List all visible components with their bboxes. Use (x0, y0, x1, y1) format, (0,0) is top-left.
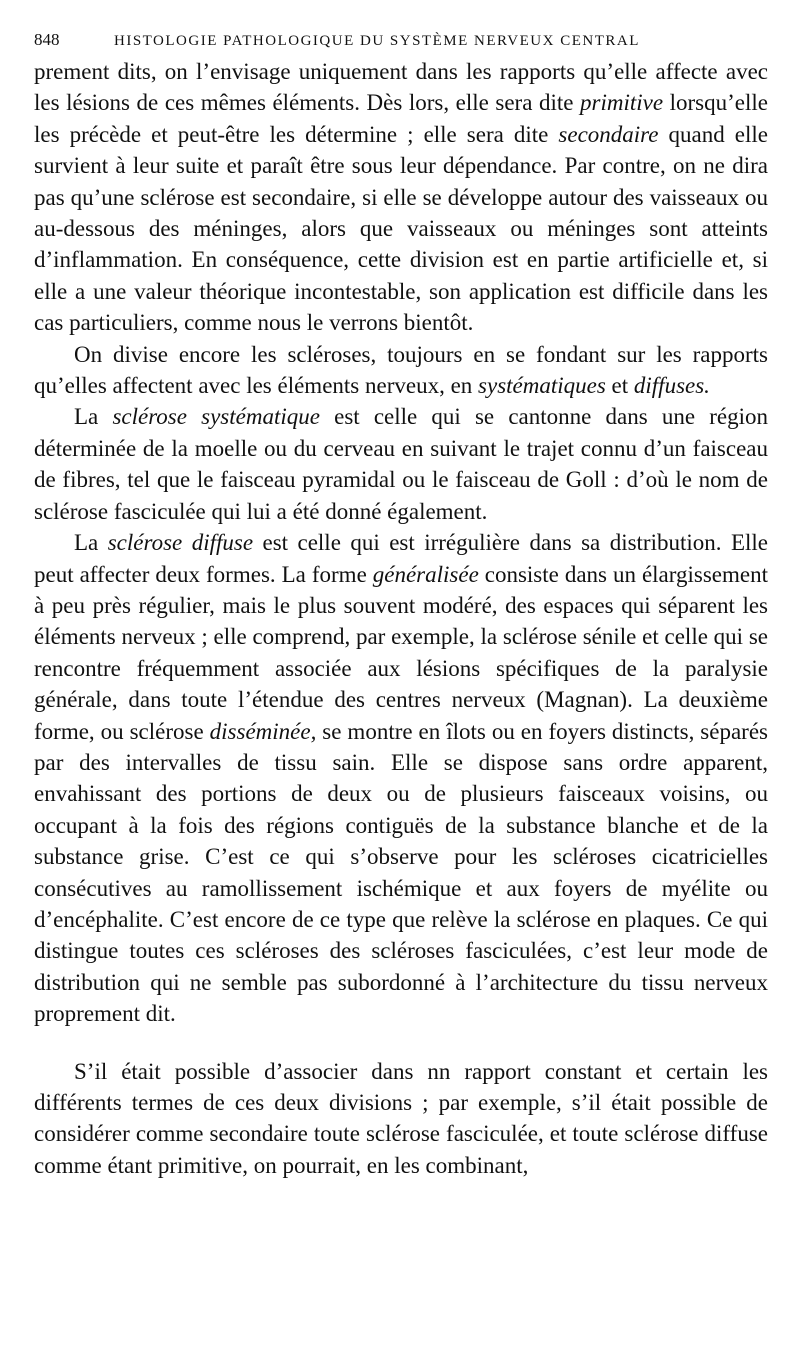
page-number: 848 (34, 30, 60, 49)
text-run: lorsqu’elle les précède et peut-être les détermine ; elle sera dite (34, 90, 768, 147)
body-text (34, 56, 768, 1181)
italic-term: systématiques (478, 373, 606, 399)
text-run: se montre en îlots ou en foyers distincts, séparés par des intervalles de tissu sain. Elle se dispose sans ordre apparent, envahissant des portions de deux ou de plusieurs faisceaux voisins, ou occupant à la fois des régions contiguës de la substance blanche et de la substance grise. C’est ce qui s’observe pour les scléroses cicatricielles consécutives au ramollissement ischémique et aux foyers de myélite ou d’encéphalite. C’est encore de ce type que relève la sclérose en plaques. Ce qui distingue toutes ces scléroses des scléroses fasciculées, c’est leur mode de distribution qui ne semble pas subordonné à l’architecture du tissu nerveux proprement dit. (34, 718, 768, 1027)
text-run: La (74, 530, 108, 556)
paragraph (34, 339, 768, 402)
paragraph (34, 1056, 768, 1182)
italic-term: diffuses. (633, 373, 710, 399)
running-title: HISTOLOGIE PATHOLOGIQUE DU SYSTÈME NERVEUX CENTRAL (114, 33, 640, 49)
paragraph (34, 527, 768, 1030)
text-run: consiste dans un élargissement à peu près régulier, mais le plus souvent modéré, des espaces qui séparent les éléments nerveux ; elle comprend, par exemple, la sclérose sénile et celle qui se rencontre fréquemment associée aux lésions spécifiques de la paralysie générale, dans toute l’étendue des centres nerveux (Magnan). La deuxième forme, ou sclérose (34, 561, 768, 744)
running-head (34, 30, 768, 50)
paragraph (34, 56, 768, 339)
text-run: S’il était possible d’associer dans nn rapport constant et certain les différents termes de ces deux divisions ; par exemple, s’il était possible de considérer comme secondaire toute sclérose fasciculée, et toute sclérose diffuse comme étant primitive, on pourrait, en les combinant, (34, 1058, 768, 1178)
italic-term: sclérose systématique (112, 404, 320, 430)
italic-term: secondaire (558, 121, 659, 147)
text-run: et (605, 373, 634, 399)
text-run: est celle qui est irrégulière dans sa distribution. Elle peut affecter deux formes. La forme (34, 530, 768, 587)
text-run: prement dits, on l’envisage uniquement dans les rapports qu’elle affecte avec les lésions de ces mêmes éléments. Dès lors, elle sera dite (34, 59, 768, 116)
italic-term: sclérose diffuse (107, 530, 254, 556)
text-run: On divise encore les scléroses, toujours en se fondant sur les rapports qu’elles affectent avec les éléments nerveux, en (34, 341, 768, 399)
paragraph (34, 401, 768, 527)
text-run: La (74, 404, 113, 430)
text-run: quand elle survient à leur suite et paraît être sous leur dépendance. Par contre, on ne dira pas qu’une sclérose est secondaire, si elle se développe autour des vaisseaux ou au-dessous des méninges, alors que vaisseaux ou méninges sont atteints d’inflammation. En conséquence, cette division est en partie artificielle et, si elle a une valeur théorique incontestable, son application est difficile dans les cas particuliers, comme nous le verrons bientôt. (34, 121, 768, 336)
italic-term: généralisée (372, 561, 479, 587)
italic-term: disséminée, (209, 718, 317, 744)
italic-term: primitive (580, 90, 664, 116)
text-run: est celle qui se cantonne dans une région déterminée de la moelle ou du cerveau en suivant le trajet connu d’un faisceau de fibres, tel que le faisceau pyramidal ou le faisceau de Goll : d’où le nom de sclérose fasciculée qui lui a été donné également. (34, 404, 768, 524)
